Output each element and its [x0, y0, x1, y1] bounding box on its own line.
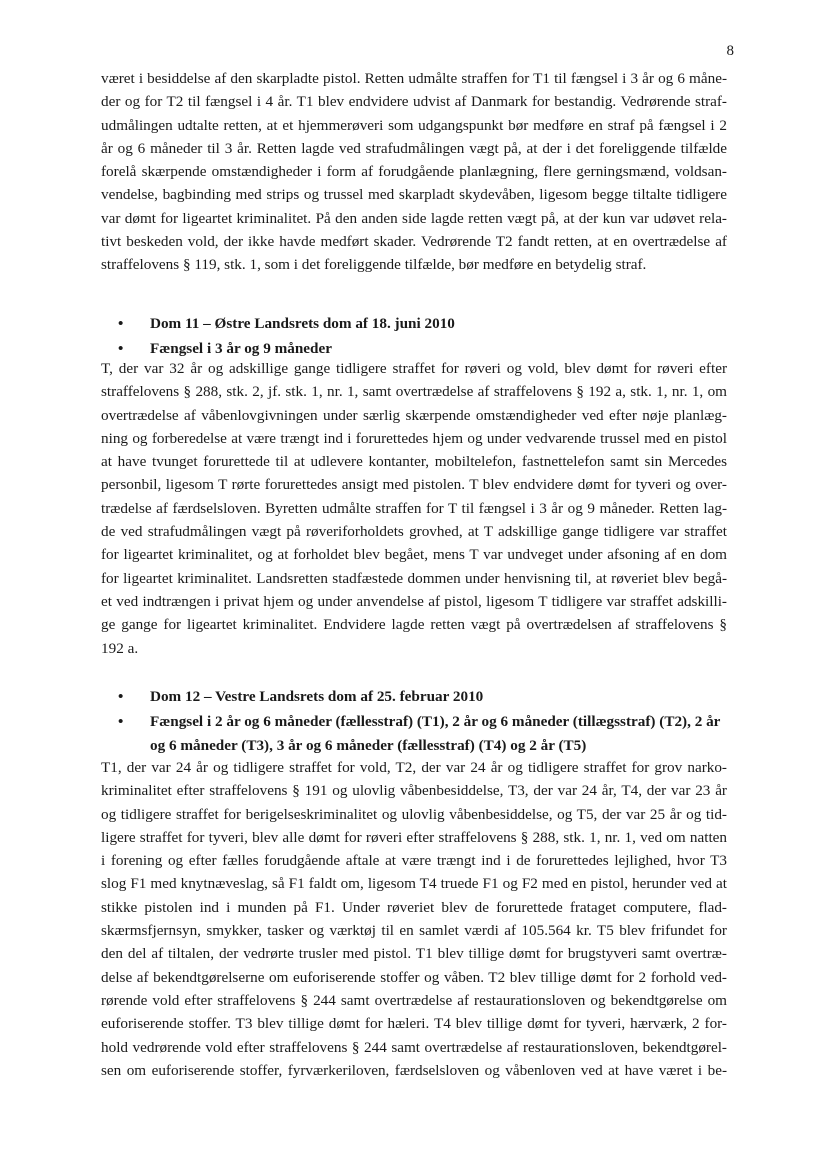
- text-line: at have tvunget forurettede til at udlevere kontanter, mobiltelefon, fastnettelefon samt sin Mercedes: [101, 453, 727, 471]
- text-line: hold vedrørende vold efter straffelovens § 244 samt overtrædelse af restaurationsloven, bekendtgørel-: [101, 1038, 727, 1056]
- dom12-sentence-line1: Fængsel i 2 år og 6 måneder (fællesstraf) (T1), 2 år og 6 måneder (tillægsstraf) (T2), 2 år: [150, 712, 721, 730]
- bullet-icon: •: [118, 339, 124, 357]
- text-line: tivt beskeden vold, der ikke havde medført skader. Vedrørende T2 fandt retten, at en overtrædelse af: [101, 233, 727, 251]
- text-line: kriminalitet efter straffelovens § 191 og ulovlig våbenbesiddelse, T3, der var 24 år, T4, der var 23 år: [101, 782, 727, 800]
- text-line: været i besiddelse af den skarpladte pistol. Retten udmålte straffen for T1 til fængsel i 3 år og 6 måne-: [101, 70, 727, 87]
- text-line: personbil, ligesom T rørte forurettedes ansigt med pistolen. T blev endvidere dømt for tyveri og over-: [101, 476, 727, 494]
- text-line: skærmsfjernsyn, smykker, tasker og værktøj til en samlet værdi af 105.564 kr. T5 blev frifundet for: [101, 922, 727, 940]
- text-line: overtrædelse af våbenlovgivningen under særlig skærpende omstændigheder ved efter nøje planlæg-: [101, 406, 727, 424]
- dom12-heading-list: [118, 685, 730, 759]
- paragraph-dom12: [101, 756, 727, 1082]
- text-line: trædelse af færdselsloven. Byretten udmålte straffen for T til fængsel i 3 år og 9 måneder. Retten lag-: [101, 499, 727, 517]
- bullet-icon: •: [118, 315, 124, 332]
- text-line: ge gange for ligeartet kriminalitet. Endvidere lagde retten vægt på overtrædelsen af straffelovens §: [101, 616, 727, 634]
- text-line: forelå skærpende omstændigheder i form af forudgående planlægning, flere gerningsmænd, voldsan-: [101, 163, 727, 181]
- bullet-icon: •: [118, 688, 124, 705]
- text-line: stikke pistolen ind i munden på F1. Under røveriet blev de forurettede frataget computere, flad-: [101, 898, 727, 916]
- text-line: rørende vold efter straffelovens § 244 samt overtrædelse af restaurationsloven og bekendtgørelse om: [101, 991, 727, 1009]
- text-line: straffelovens § 119, stk. 1, som i det foreliggende tilfælde, bør medføre en betydelig straf.: [101, 256, 647, 274]
- text-line: og tidligere straffet for berigelseskriminalitet og ulovlig våbenbesiddelse, og T5, der var 25 år og tid-: [101, 805, 727, 823]
- bullet-item: [118, 312, 730, 337]
- text-line: sen om euforiserende stoffer, fyrværkeriloven, færdselsloven og våbenloven ved at have været i be-: [101, 1061, 727, 1079]
- text-line: euforiserende stoffer. T3 blev tillige dømt for hæleri. T4 blev tillige dømt for tyveri, hærværk, 2 for-: [101, 1015, 727, 1033]
- text-line: T, der var 32 år og adskillige gange tidligere straffet for røveri og vold, blev dømt for røveri efter: [101, 360, 727, 377]
- paragraph-dom11: [101, 357, 727, 660]
- bullet-icon: •: [118, 712, 124, 730]
- text-line: i forening og efter fælles forudgående aftale at være trængt ind i de forurettedes lejlighed, hvor T3: [101, 852, 727, 870]
- text-line: delse af bekendtgørelserne om euforiserende stoffer og våben. T2 blev tillige dømt for 2 forhold ved-: [101, 968, 727, 986]
- text-line: ning og forberedelse at være trængt ind i forurettedes hjem og under vedvarende trussel med en pistol: [101, 429, 727, 447]
- text-line: den del af tiltalen, der vedrørte trusler med pistol. T1 blev tillige dømt for brugstyveri samt overtræ-: [101, 945, 727, 963]
- page-number: 8: [726, 43, 734, 59]
- text-line: for ligeartet kriminalitet. Landsretten stadfæstede dommen under henvisning til, at røveriet blev begå-: [101, 569, 727, 587]
- bullet-item: [118, 710, 730, 735]
- bullet-item: [118, 685, 730, 710]
- text-line: år og 6 måneder til 3 år. Retten lagde ved strafudmålingen vægt på, at der i det foreliggende tilfælde: [101, 139, 727, 157]
- text-line: vendelse, bagbinding med strips og trussel med skarpladt skydevåben, ligesom begge tiltalte tidligere: [101, 186, 727, 204]
- text-line: var dømt for ligeartet kriminalitet. På den anden side lagde retten vægt på, at der kun var udøvet rela-: [101, 209, 727, 227]
- dom11-heading-list: [118, 312, 730, 361]
- text-line: for ligeartet kriminalitet, og at forholdet blev begået, mens T var undveget under afsoning af en dom: [101, 546, 727, 564]
- text-line: der og for T2 til fængsel i 4 år. T1 blev endvidere udvist af Danmark for bestandig. Vedrørende straf-: [101, 93, 727, 111]
- paragraph-dom10-end: [101, 67, 727, 277]
- text-line: de ved strafudmålingen vægt på røveriforholdets grovhed, at T adskillige gange tidligere var straffet: [101, 523, 727, 541]
- text-line: et ved indtrængen i privat hjem og under anvendelse af pistol, ligesom T tidligere var straffet adskilli-: [101, 592, 727, 610]
- dom11-title: Dom 11 – Østre Landsrets dom af 18. juni 2010: [150, 315, 455, 332]
- dom12-sentence-line2: og 6 måneder (T3), 3 år og 6 måneder (fællesstraf) (T4) og 2 år (T5): [150, 737, 587, 754]
- text-line: 192 a.: [101, 639, 139, 657]
- text-line: ligere straffet for tyveri, blev alle dømt for røveri efter straffelovens § 288, stk. 1, nr. 1, ved om natten: [101, 828, 727, 846]
- text-line: udmålingen udtalte retten, at et hjemmerøveri som udgangspunkt bør medføre en straf på fængsel i 2: [101, 116, 727, 134]
- bullet-item-continuation: [118, 734, 730, 759]
- dom12-title: Dom 12 – Vestre Landsrets dom af 25. februar 2010: [150, 688, 484, 705]
- text-line: T1, der var 24 år og tidligere straffet for vold, T2, der var 24 år og tidligere straffet for grov narko-: [101, 759, 727, 776]
- dom11-sentence: Fængsel i 3 år og 9 måneder: [150, 339, 332, 357]
- text-line: straffelovens § 288, stk. 2, jf. stk. 1, nr. 1, samt overtrædelse af straffelovens § 192 a, stk. 1, nr. 1, om: [101, 383, 727, 401]
- text-line: slog F1 med knytnæveslag, så F1 faldt om, ligesom T4 truede F1 og F2 med en pistol, herunder ved at: [101, 875, 727, 893]
